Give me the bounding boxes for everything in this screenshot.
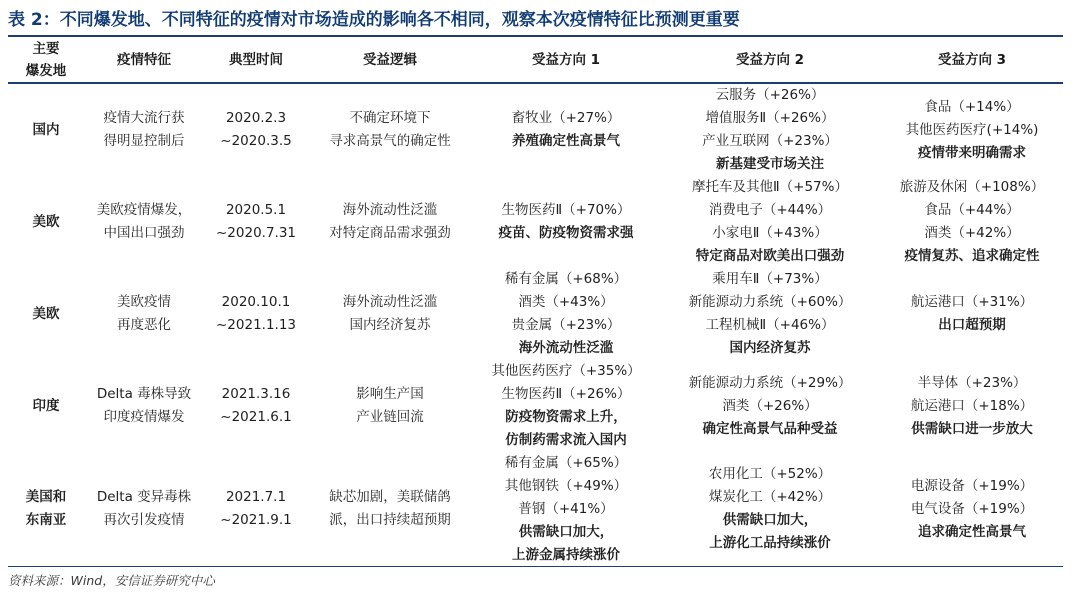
cell-logic: [302, 360, 478, 452]
cell-line: 印度疫情爆发: [103, 409, 185, 425]
cell-time: [208, 360, 304, 452]
cell-region: [11, 360, 81, 452]
cell-line: 派，出口持续超预期: [329, 512, 451, 528]
cell-line: 2020.10.1: [221, 294, 291, 310]
cell-line: 国内经济复苏: [349, 317, 431, 333]
cell-line: 其他医药医疗(+14%): [905, 121, 1039, 138]
column-header: [11, 37, 81, 82]
cell-line: ~2020.3.5: [220, 133, 292, 149]
cell-theme-line: 养殖确定性高景气: [512, 133, 620, 149]
cell-line: 普钢（+41%）: [518, 500, 614, 517]
cell-region: [11, 84, 81, 176]
cell-dir2: [665, 176, 875, 268]
cell-line: 稀有金属（+68%）: [504, 271, 628, 287]
cell-dir1: [468, 176, 664, 268]
cell-logic: [302, 452, 478, 566]
column-header-text: 受益方向 2: [735, 51, 805, 68]
cell-line: 酒类（+26%）: [722, 397, 818, 414]
cell-line: 旅游及休闲（+108%）: [899, 179, 1045, 195]
cell-time: [208, 84, 304, 176]
cell-line: 产业互联网（+23%）: [702, 133, 838, 149]
cell-feature: [82, 360, 206, 452]
cell-line: 酒类（+42%）: [924, 225, 1020, 241]
cell-dir1: [468, 452, 664, 566]
cell-time: [208, 268, 304, 360]
cell-line: 新能源动力系统（+60%）: [688, 294, 852, 310]
cell-dir3: [874, 268, 1070, 360]
cell-line: 消费电子（+44%）: [708, 202, 832, 218]
cell-dir1: [468, 360, 664, 452]
cell-line: ~2021.9.1: [220, 512, 292, 528]
cell-theme-line: 出口超预期: [938, 317, 1006, 333]
table-row: [0, 268, 1080, 360]
cell-theme-line: 上游化工品持续涨价: [709, 535, 831, 551]
cell-line: 食品（+44%）: [924, 202, 1020, 218]
cell-line: 乘用车Ⅱ（+73%）: [712, 271, 828, 287]
table-row: [0, 84, 1080, 176]
cell-line: 美欧: [32, 213, 60, 230]
cell-line: 国内: [32, 121, 60, 138]
cell-dir1: [468, 268, 664, 360]
cell-line: 美欧疫情: [117, 294, 171, 310]
cell-line: 得明显控制后: [103, 133, 185, 149]
column-header-text: 爆发地: [25, 62, 67, 79]
column-header: [665, 37, 875, 82]
cell-logic: [302, 268, 478, 360]
cell-theme-line: 上游金属持续涨价: [512, 546, 620, 563]
cell-dir3: [874, 176, 1070, 268]
cell-line: 再次引发疫情: [103, 512, 185, 528]
cell-line: 美国和: [25, 489, 67, 505]
column-header: [874, 37, 1070, 82]
cell-line: 2021.7.1: [225, 489, 287, 505]
column-header: [208, 37, 304, 82]
cell-line: 航运港口（+31%）: [910, 294, 1034, 310]
cell-line: 其他医药医疗（+35%）: [491, 363, 641, 379]
cell-dir1: [468, 84, 664, 176]
source-note: 资料来源：Wind，安信证券研究中心: [8, 573, 215, 588]
cell-line: 再度恶化: [117, 317, 171, 333]
cell-line: Delta 毒株导致: [96, 386, 192, 402]
cell-line: 生物医药Ⅱ（+26%）: [501, 386, 631, 402]
cell-theme-line: 海外流动性泛滥: [518, 340, 614, 356]
cell-theme-line: 供需缺口加大，: [722, 512, 818, 528]
cell-theme-line: 疫情带来明确需求: [918, 144, 1026, 161]
table-row: [0, 176, 1080, 268]
cell-line: 对特定商品需求强劲: [329, 225, 451, 241]
cell-line: 海外流动性泛滥: [342, 294, 438, 310]
cell-theme-line: 特定商品对欧美出口强劲: [695, 248, 845, 264]
cell-line: Delta 变异毒株: [96, 489, 192, 505]
cell-line: 美欧: [32, 305, 60, 322]
cell-theme-line: 防疫物资需求上升，: [505, 409, 627, 425]
cell-feature: [82, 268, 206, 360]
table-row: [0, 360, 1080, 452]
cell-line: 小家电Ⅱ（+43%）: [712, 225, 828, 241]
cell-theme-line: 新基建受市场关注: [716, 156, 824, 172]
column-header: [302, 37, 478, 82]
cell-theme-line: 疫苗、防疫物资需求强: [498, 225, 634, 241]
cell-line: 贵金属（+23%）: [511, 317, 621, 333]
cell-line: 畜牧业（+27%）: [511, 110, 621, 126]
cell-line: 2020.2.3: [225, 110, 287, 126]
cell-logic: [302, 176, 478, 268]
cell-line: ~2020.7.31: [215, 225, 297, 241]
column-header: [468, 37, 664, 82]
cell-time: [208, 452, 304, 566]
cell-feature: [82, 176, 206, 268]
cell-line: 工程机械Ⅱ（+46%）: [705, 317, 835, 333]
cell-line: 航运港口（+18%）: [910, 397, 1034, 414]
cell-line: 增值服务Ⅱ（+26%）: [705, 110, 835, 126]
cell-theme-line: 供需缺口加大，: [518, 523, 614, 540]
cell-line: 新能源动力系统（+29%）: [688, 374, 852, 391]
cell-dir3: [874, 452, 1070, 566]
column-header-text: 受益逻辑: [363, 51, 417, 68]
table-bottom-rule: [8, 566, 1063, 567]
cell-feature: [82, 452, 206, 566]
cell-region: [11, 176, 81, 268]
cell-line: 不确定环境下: [349, 110, 431, 126]
cell-line: 疫情大流行获: [103, 110, 185, 126]
column-header-text: 受益方向 1: [531, 51, 601, 68]
cell-dir2: [665, 84, 875, 176]
cell-theme-line: 仿制药需求流入国内: [505, 432, 627, 448]
cell-line: 稀有金属（+65%）: [504, 454, 628, 471]
column-header-text: 疫情特征: [117, 51, 171, 68]
cell-logic: [302, 84, 478, 176]
cell-line: 电气设备（+19%）: [910, 500, 1034, 517]
cell-line: 酒类（+43%）: [518, 294, 614, 310]
cell-line: 寻求高景气的确定性: [329, 133, 451, 149]
cell-dir2: [665, 268, 875, 360]
cell-line: 其他钢铁（+49%）: [504, 477, 628, 494]
cell-line: 生物医药Ⅱ（+70%）: [501, 202, 631, 218]
column-header-text: 典型时间: [229, 51, 283, 68]
cell-line: 半导体（+23%）: [917, 374, 1027, 391]
cell-dir3: [874, 360, 1070, 452]
cell-line: 2021.3.16: [221, 386, 291, 402]
cell-line: 食品（+14%）: [924, 98, 1020, 115]
column-header-text: 受益方向 3: [937, 51, 1007, 68]
column-header: [82, 37, 206, 82]
cell-line: 美欧疫情爆发，: [96, 202, 192, 218]
cell-dir2: [665, 452, 875, 566]
cell-time: [208, 176, 304, 268]
cell-region: [11, 268, 81, 360]
cell-line: ~2021.6.1: [220, 409, 292, 425]
cell-line: 产业链回流: [356, 409, 424, 425]
cell-theme-line: 供需缺口进一步放大: [911, 420, 1033, 437]
cell-line: 影响生产国: [356, 386, 424, 402]
cell-line: 印度: [32, 397, 60, 414]
cell-theme-line: 疫情复苏、追求确定性: [904, 248, 1040, 264]
cell-feature: [82, 84, 206, 176]
cell-line: 云服务（+26%）: [715, 87, 825, 103]
cell-line: 电源设备（+19%）: [910, 477, 1034, 494]
cell-line: 煤炭化工（+42%）: [708, 489, 832, 505]
cell-line: 摩托车及其他Ⅱ（+57%）: [692, 179, 848, 195]
cell-theme-line: 国内经济复苏: [729, 340, 811, 356]
column-header-text: 主要: [32, 40, 60, 57]
cell-theme-line: 确定性高景气品种受益: [702, 420, 838, 437]
cell-region: [11, 452, 81, 566]
cell-line: 海外流动性泛滥: [342, 202, 438, 218]
cell-line: 2020.5.1: [225, 202, 287, 218]
cell-dir3: [874, 84, 1070, 176]
cell-dir2: [665, 360, 875, 452]
cell-line: 东南亚: [25, 512, 67, 528]
table-title: 表 2：不同爆发地、不同特征的疫情对市场造成的影响各不相同，观察本次疫情特征比预测更重要: [8, 10, 740, 30]
cell-line: 农用化工（+52%）: [708, 466, 832, 482]
cell-line: 中国出口强劲: [103, 225, 185, 241]
table-row: [0, 452, 1080, 566]
cell-theme-line: 追求确定性高景气: [918, 523, 1026, 540]
cell-line: ~2021.1.13: [215, 317, 297, 333]
cell-line: 缺芯加剧，美联储鸽: [329, 489, 451, 505]
